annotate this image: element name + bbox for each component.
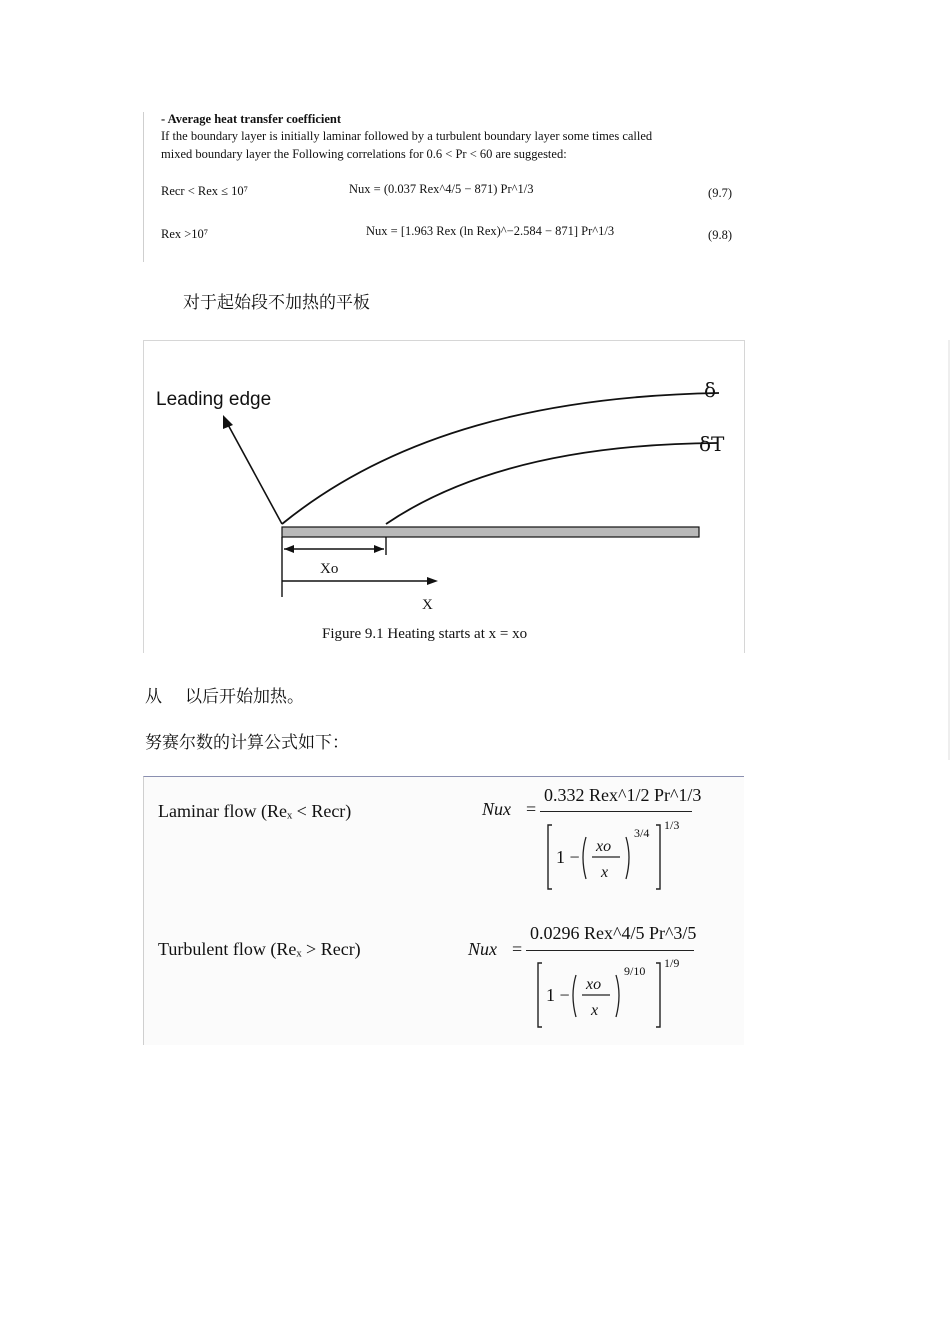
turbulent-denominator: [532, 955, 692, 1031]
turbulent-equals: =: [512, 939, 523, 959]
average-heat-transfer-panel: [143, 112, 744, 262]
turbulent-x: x: [591, 1002, 599, 1019]
velocity-boundary-layer-curve: [282, 393, 719, 524]
nusselt-formula-panel: [143, 776, 744, 1045]
eq1-condition: Recr < Rex ≤ 10⁷: [161, 184, 248, 198]
laminar-denominator: [544, 817, 694, 893]
laminar-flow-label: Laminar flow (Reₓ < Recr): [158, 801, 352, 821]
turbulent-outer-exponent: 1/9: [664, 956, 680, 970]
laminar-inner-exponent: 3/4: [634, 826, 650, 840]
laminar-equals: =: [526, 799, 537, 819]
eq2-condition: Rex >10⁷: [161, 227, 209, 241]
flat-plate: [282, 527, 699, 537]
nusselt-heading: 努赛尔数的计算公式如下：: [145, 733, 349, 753]
turbulent-xo: xo: [586, 976, 602, 993]
leading-edge-arrowhead: [223, 415, 233, 429]
x-axis-arrowhead: [427, 577, 438, 585]
eq1-number: (9.7): [708, 186, 732, 200]
x0-arrow-right: [374, 545, 384, 553]
heating-start-text-b: 以后开始加热。: [185, 687, 304, 707]
turbulent-nux: Nux: [468, 939, 497, 959]
heating-start-text-a: 从: [145, 687, 162, 707]
turbulent-one-minus: 1 −: [546, 985, 570, 1005]
figure-svg: [144, 341, 744, 653]
turbulent-fraction-bar: [526, 950, 694, 951]
leading-edge-arrow: [226, 421, 282, 524]
turbulent-numerator: 0.0296 Rex^4/5 Pr^3/5: [530, 923, 697, 943]
delta-t-label: δT: [699, 432, 725, 456]
laminar-nux: Nux: [482, 799, 511, 819]
x0-label: Xo: [320, 561, 339, 577]
delta-label: δ: [704, 378, 717, 402]
eq2-number: (9.8): [708, 228, 732, 242]
laminar-x: x: [601, 864, 609, 881]
laminar-one-minus: 1 −: [556, 847, 580, 867]
laminar-outer-exponent: 1/3: [664, 818, 680, 832]
section-title: - Average heat transfer coefficient: [161, 112, 342, 126]
turbulent-flow-label: Turbulent flow (Reₓ > Recr): [158, 939, 361, 959]
laminar-fraction-bar: [540, 811, 692, 812]
thermal-boundary-layer-curve: [386, 443, 717, 524]
figure-caption: Figure 9.1 Heating starts at x = xo: [322, 626, 528, 642]
x-label: X: [422, 597, 433, 613]
x0-arrow-left: [284, 545, 294, 553]
laminar-xo: xo: [596, 838, 612, 855]
eq1-formula: Nux = (0.037 Rex^4/5 − 871) Pr^1/3: [349, 182, 534, 196]
paragraph-line-2: mixed boundary layer the Following correlations for 0.6 < Pr < 60 are suggested:: [161, 147, 567, 161]
paragraph-line-1: If the boundary layer is initially laminar followed by a turbulent boundary layer some times called: [161, 129, 653, 143]
eq2-formula: Nux = [1.963 Rex (ln Rex)^−2.584 − 871] Pr^1/3: [366, 224, 615, 238]
laminar-numerator: 0.332 Rex^1/2 Pr^1/3: [544, 785, 702, 805]
turbulent-inner-exponent: 9/10: [624, 964, 646, 978]
boundary-layer-figure: [143, 340, 745, 653]
unheated-plate-heading: 对于起始段不加热的平板: [183, 293, 370, 313]
leading-edge-label: Leading edge: [156, 389, 272, 410]
